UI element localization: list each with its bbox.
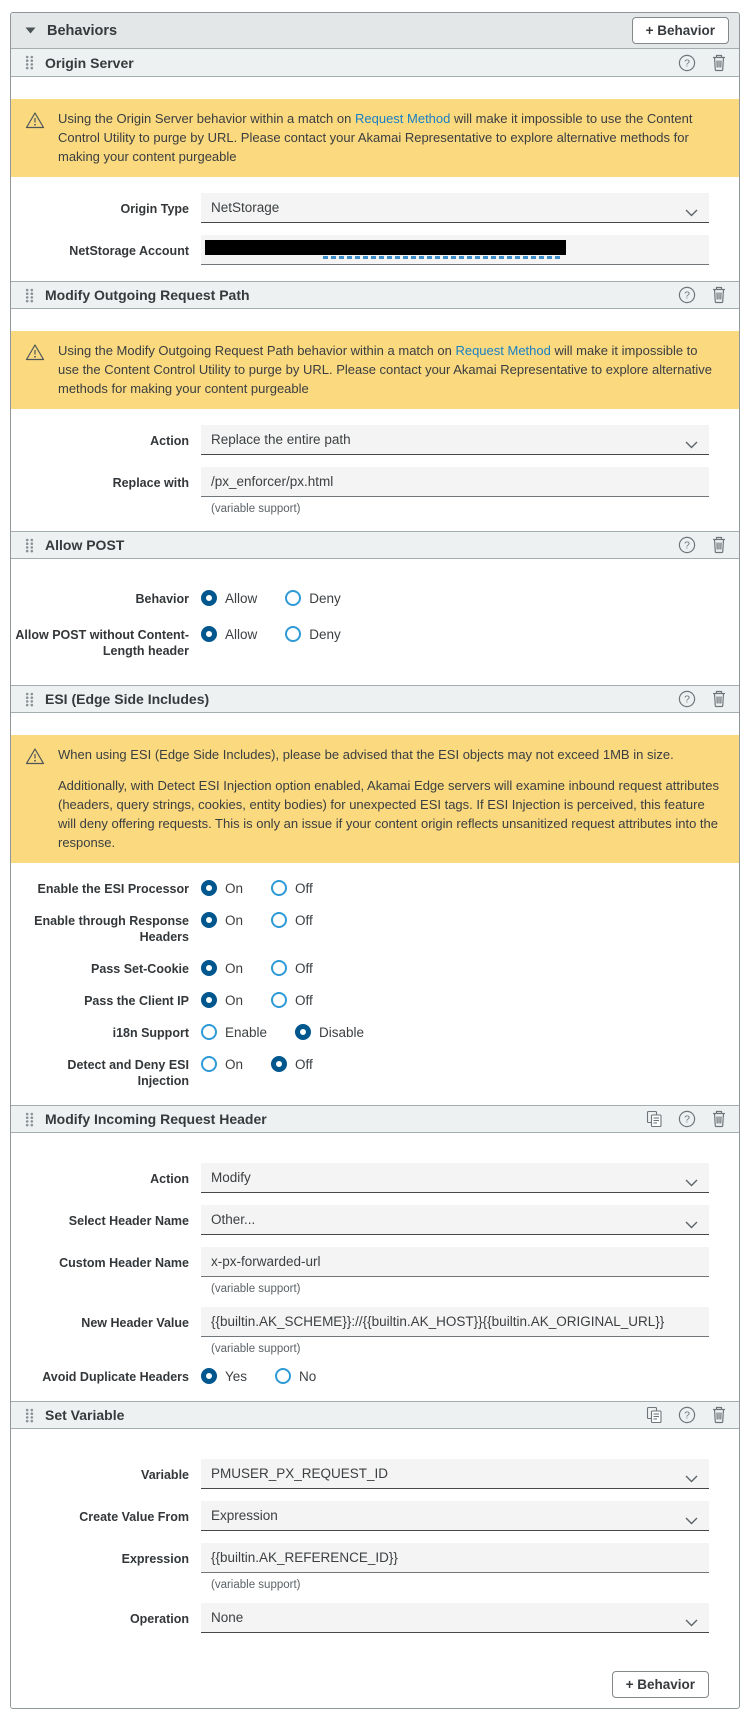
behavior-title: Origin Server — [45, 54, 134, 71]
pass-client-ip-radio-group — [201, 991, 313, 1008]
trash-icon[interactable] — [711, 286, 727, 304]
radio-label: Off — [295, 1056, 313, 1072]
radio-icon — [201, 626, 217, 642]
create-value-from-value: Expression — [211, 1508, 278, 1523]
esi-processor-radio-group — [201, 879, 313, 896]
help-icon[interactable] — [678, 690, 696, 708]
trash-icon[interactable] — [711, 54, 727, 72]
radio-icon — [201, 992, 217, 1008]
origin-type-value: NetStorage — [211, 200, 280, 215]
operation-select[interactable] — [201, 1603, 709, 1633]
behavior-card-modify-incoming-request-header — [11, 1105, 739, 1401]
help-icon[interactable] — [678, 536, 696, 554]
chevron-down-icon — [685, 1174, 698, 1192]
esi-response-headers-radio-on[interactable] — [201, 912, 243, 928]
esi-processor-radio-on[interactable] — [201, 880, 243, 896]
allow-post-without-content-length-radio-group — [201, 625, 341, 642]
radio-icon — [285, 590, 301, 606]
chevron-down-icon — [685, 1512, 698, 1530]
allow-post-without-content-length-radio-allow[interactable] — [201, 626, 257, 642]
warning-text-before: Using the Modify Outgoing Request Path behavior within a match on — [58, 343, 456, 358]
radio-label: Enable — [225, 1024, 268, 1040]
variable-support-hint: (variable support) — [211, 1579, 301, 1591]
add-behavior-button-top[interactable]: + Behavior — [632, 17, 729, 44]
custom-header-name-input[interactable] — [201, 1247, 709, 1277]
behavior-title: Allow POST — [45, 537, 125, 553]
redacted-value-bar — [205, 240, 566, 255]
radio-icon — [201, 1056, 217, 1072]
request-method-link[interactable]: Request Method — [354, 111, 451, 126]
field-label: New Header Value — [81, 1316, 189, 1330]
behavior-title: ESI (Edge Side Includes) — [45, 691, 210, 707]
esi-response-headers-radio-group — [201, 911, 313, 928]
i18n-support-radio-enable[interactable] — [201, 1024, 267, 1040]
radio-label: On — [225, 960, 244, 976]
behavior-title: Set Variable — [45, 1407, 125, 1423]
warning-text-after: will make it impossible to use the Content Control Utility to purge by URL. Please contact your Akamai Representative to explore alternative methods for making your content purgeable — [58, 343, 712, 396]
detect-deny-esi-injection-radio-off[interactable] — [271, 1056, 313, 1072]
avoid-duplicate-headers-radio-no[interactable] — [275, 1368, 316, 1384]
svg-text:?: ? — [684, 693, 690, 706]
behavior-title: Modify Outgoing Request Path — [45, 287, 250, 303]
behavior-radio-allow[interactable] — [201, 590, 257, 606]
radio-icon — [295, 1024, 311, 1040]
avoid-duplicate-headers-radio-yes[interactable] — [201, 1368, 247, 1384]
behavior-header — [11, 531, 739, 559]
header-action-value: Modify — [211, 1170, 251, 1185]
radio-icon — [201, 590, 217, 606]
radio-label: On — [225, 1056, 244, 1072]
custom-header-name-value: x-px-forwarded-url — [211, 1254, 321, 1269]
field-label: Replace with — [112, 476, 189, 490]
radio-icon — [201, 1368, 217, 1384]
svg-text:?: ? — [684, 539, 690, 552]
drag-handle-icon[interactable] — [25, 1112, 34, 1127]
behavior-card-set-variable — [11, 1401, 739, 1645]
replace-with-input[interactable] — [201, 467, 709, 497]
radio-label: Allow — [225, 590, 258, 606]
warning-text-before: Using the Origin Server behavior within a match on — [58, 111, 355, 126]
pass-set-cookie-radio-on[interactable] — [201, 960, 243, 976]
radio-icon — [271, 880, 287, 896]
field-label: i18n Support — [112, 1026, 189, 1040]
variable-select[interactable] — [201, 1459, 709, 1489]
behavior-header — [11, 49, 739, 77]
field-label: Create Value From — [79, 1510, 189, 1524]
field-label: Allow POST without Content-Length header — [15, 628, 189, 658]
new-header-value-value: {{builtin.AK_SCHEME}}://{{builtin.AK_HOST}}{{builtin.AK_ORIGINAL_URL}} — [211, 1314, 665, 1329]
field-label: Pass Set-Cookie — [91, 962, 189, 976]
radio-label: Deny — [309, 626, 341, 642]
duplicate-icon[interactable] — [646, 1406, 663, 1424]
field-label: Detect and Deny ESI Injection — [67, 1058, 189, 1088]
drag-handle-icon[interactable] — [25, 55, 34, 70]
svg-text:?: ? — [684, 289, 690, 302]
pass-set-cookie-radio-group — [201, 959, 313, 976]
radio-icon — [271, 912, 287, 928]
header-action-select[interactable] — [201, 1163, 709, 1193]
radio-icon — [271, 1056, 287, 1072]
field-label: Enable the ESI Processor — [37, 882, 189, 896]
request-method-link[interactable]: Request Method — [455, 343, 551, 358]
avoid-duplicate-headers-radio-group — [201, 1367, 316, 1384]
help-icon[interactable] — [678, 1406, 696, 1424]
variable-support-hint: (variable support) — [211, 1343, 301, 1355]
variable-support-hint: (variable support) — [211, 503, 301, 515]
operation-value: None — [211, 1610, 244, 1625]
radio-label: Allow — [225, 626, 258, 642]
warning-text-after: will make it impossible to use the Content Control Utility to purge by URL. Please contact your Akamai Representative to explore alternative methods for making your content purgeable — [58, 111, 693, 164]
warning-text — [58, 341, 721, 398]
field-label: Select Header Name — [68, 1214, 189, 1228]
field-label: Operation — [129, 1612, 189, 1626]
add-behavior-button-bottom[interactable]: + Behavior — [612, 1671, 709, 1698]
warning-triangle-icon — [25, 109, 45, 166]
i18n-support-radio-group — [201, 1023, 364, 1040]
variable-value: PMUSER_PX_REQUEST_ID — [211, 1466, 389, 1481]
chevron-down-icon — [685, 436, 698, 454]
new-header-value-input[interactable] — [201, 1307, 709, 1337]
behavior-title: Modify Incoming Request Header — [45, 1111, 267, 1127]
behavior-card-origin-server — [11, 49, 739, 281]
warning-triangle-icon — [25, 745, 45, 852]
field-label: Expression — [121, 1552, 189, 1566]
field-label: Variable — [141, 1468, 189, 1482]
radio-label: Off — [295, 880, 313, 896]
radio-icon — [285, 626, 301, 642]
warning-banner — [11, 735, 739, 863]
radio-label: On — [225, 992, 244, 1008]
field-label: Avoid Duplicate Headers — [42, 1370, 189, 1384]
help-icon[interactable] — [678, 54, 696, 72]
field-label: Pass the Client IP — [84, 994, 189, 1008]
behavior-card-esi — [11, 685, 739, 1105]
behavior-header — [11, 281, 739, 309]
field-label: Action — [150, 434, 189, 448]
esi-response-headers-radio-off[interactable] — [271, 912, 313, 928]
behavior-header — [11, 685, 739, 713]
select-header-name-value: Other... — [211, 1212, 256, 1227]
radio-icon — [201, 960, 217, 976]
behavior-card-modify-outgoing-request-path — [11, 281, 739, 531]
pass-client-ip-radio-on[interactable] — [201, 992, 243, 1008]
allow-post-without-content-length-radio-deny[interactable] — [285, 626, 341, 642]
radio-label: Deny — [309, 590, 341, 606]
svg-text:?: ? — [684, 1113, 690, 1126]
radio-label: Off — [295, 960, 313, 976]
detect-deny-esi-injection-radio-on[interactable] — [201, 1056, 243, 1072]
radio-label: Off — [295, 912, 313, 928]
origin-type-select[interactable] — [201, 193, 709, 223]
select-header-name-select[interactable] — [201, 1205, 709, 1235]
field-label: NetStorage Account — [69, 244, 189, 258]
pass-set-cookie-radio-off[interactable] — [271, 960, 313, 976]
drag-handle-icon[interactable] — [25, 1408, 34, 1423]
warning-banner — [11, 331, 739, 409]
create-value-from-select[interactable] — [201, 1501, 709, 1531]
duplicate-icon[interactable] — [646, 1110, 663, 1128]
warning-paragraph-2: Additionally, with Detect ESI Injection option enabled, Akamai Edge servers will examine inbound request attributes (headers, query strings, cookies, entity bodies) for unexpected ESI tags. If ESI Injection is perceived, this feature will deny offering requests. This is only an issue if your content origin reflects unsanitized request attributes into the response. — [58, 778, 719, 850]
trash-icon[interactable] — [711, 1406, 727, 1424]
chevron-down-icon — [685, 1614, 698, 1632]
chevron-down-icon — [685, 1216, 698, 1234]
behaviors-header-bar — [11, 13, 739, 49]
drag-handle-icon[interactable] — [25, 288, 34, 303]
behavior-header — [11, 1105, 739, 1133]
replace-with-value: /px_enforcer/px.html — [211, 474, 334, 489]
radio-icon — [201, 912, 217, 928]
drag-handle-icon[interactable] — [25, 538, 34, 553]
warning-banner — [11, 99, 739, 177]
field-label: Behavior — [135, 592, 189, 606]
svg-text:?: ? — [684, 1409, 690, 1422]
i18n-support-radio-disable[interactable] — [295, 1024, 364, 1040]
radio-icon — [271, 960, 287, 976]
variable-support-hint: (variable support) — [211, 1283, 301, 1295]
radio-label: Yes — [225, 1368, 248, 1384]
radio-icon — [271, 992, 287, 1008]
warning-paragraph-1: When using ESI (Edge Side Includes), please be advised that the ESI objects may not exceed 1MB in size. — [58, 747, 674, 762]
behavior-card-allow-post — [11, 531, 739, 685]
collapse-caret-icon[interactable] — [25, 27, 36, 34]
redacted-value-peek — [323, 256, 562, 259]
radio-label: On — [225, 912, 244, 928]
radio-label: Disable — [319, 1024, 365, 1040]
field-label: Origin Type — [120, 202, 189, 216]
behavior-header — [11, 1401, 739, 1429]
chevron-down-icon — [685, 204, 698, 222]
expression-value: {{builtin.AK_REFERENCE_ID}} — [211, 1550, 398, 1565]
field-label: Custom Header Name — [59, 1256, 189, 1270]
behaviors-panel — [10, 12, 740, 1709]
pass-client-ip-radio-off[interactable] — [271, 992, 313, 1008]
radio-label: No — [299, 1368, 317, 1384]
warning-text — [58, 745, 721, 852]
action-select[interactable] — [201, 425, 709, 455]
field-label: Action — [150, 1172, 189, 1186]
trash-icon[interactable] — [711, 690, 727, 708]
help-icon[interactable] — [678, 1110, 696, 1128]
behavior-radio-group — [201, 589, 341, 606]
panel-footer — [11, 1645, 739, 1708]
esi-processor-radio-off[interactable] — [271, 880, 313, 896]
warning-triangle-icon — [25, 341, 45, 398]
chevron-down-icon — [685, 1470, 698, 1488]
radio-icon — [201, 880, 217, 896]
warning-text — [58, 109, 721, 166]
behavior-radio-deny[interactable] — [285, 590, 341, 606]
radio-label: Off — [295, 992, 313, 1008]
radio-icon — [201, 1024, 217, 1040]
detect-deny-esi-injection-radio-group — [201, 1055, 313, 1072]
radio-label: On — [225, 880, 244, 896]
action-value: Replace the entire path — [211, 432, 351, 447]
drag-handle-icon[interactable] — [25, 692, 34, 707]
expression-input[interactable] — [201, 1543, 709, 1573]
svg-text:?: ? — [684, 57, 690, 70]
help-icon[interactable] — [678, 286, 696, 304]
panel-title: Behaviors — [47, 22, 118, 39]
trash-icon[interactable] — [711, 536, 727, 554]
field-label: Enable through Response Headers — [34, 914, 189, 944]
netstorage-account-field[interactable] — [201, 235, 709, 265]
trash-icon[interactable] — [711, 1110, 727, 1128]
radio-icon — [275, 1368, 291, 1384]
